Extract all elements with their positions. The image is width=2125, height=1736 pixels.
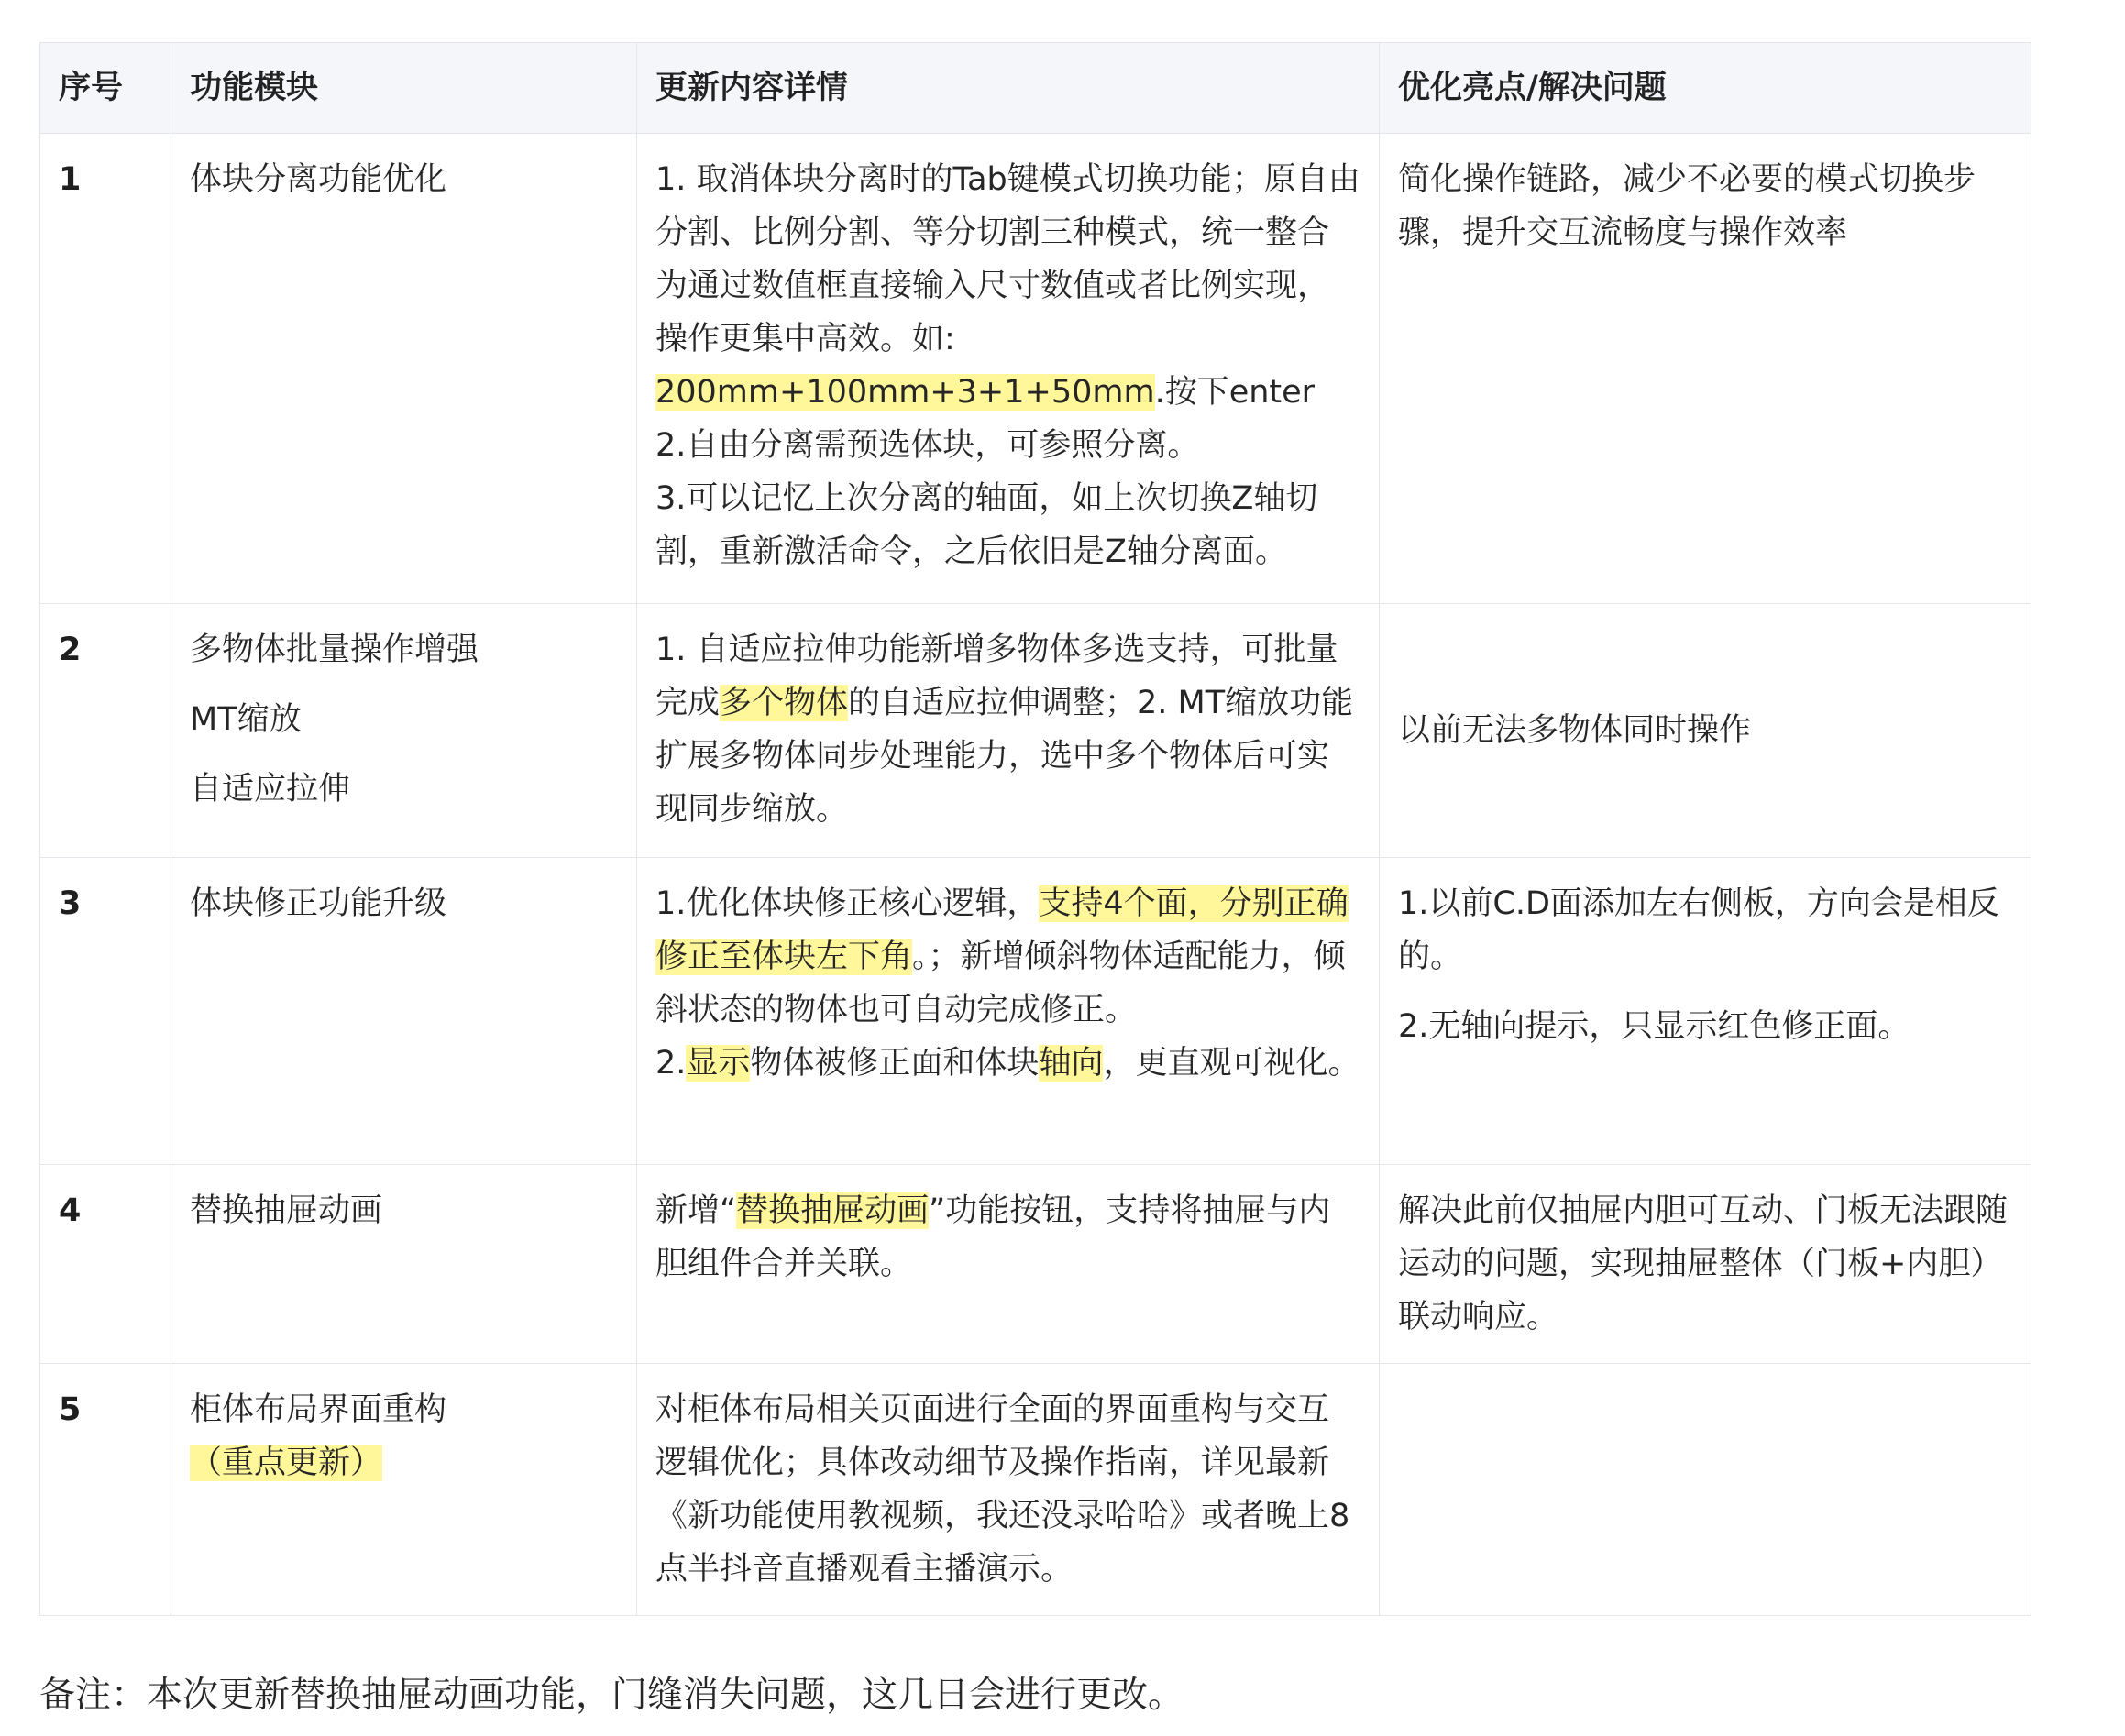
highlight-text: 以前无法多物体同时操作 [1398, 712, 1752, 749]
row-module [171, 134, 637, 604]
update-table [39, 42, 2031, 1616]
detail-text: 3.可以记忆上次分离的轴面，如上次切换Z轴切割，重新激活命令，之后依旧是Z轴分离面。 [655, 480, 1318, 570]
table-row [40, 134, 2031, 604]
table-row [40, 1165, 2031, 1364]
header-detail: 更新内容详情 [637, 43, 1380, 134]
header-highlight: 优化亮点/解决问题 [1380, 43, 2031, 134]
detail-text: 新增“ [655, 1192, 737, 1229]
row-index: 5 [40, 1364, 171, 1616]
detail-text: 1. 取消体块分离时的Tab键模式切换功能；原自由分割、比例分割、等分切割三种模式，统一整合为通过数值框直接输入尺寸数值或者比例实现，操作更集中高效。如: [655, 161, 1360, 357]
highlighted-text: 多个物体 [720, 685, 849, 721]
row-module [171, 604, 637, 858]
detail-text: 1.优化体块修正核心逻辑， [655, 885, 1040, 922]
table-header-row [40, 43, 2031, 134]
row-module [171, 1165, 637, 1364]
row-highlight [1380, 858, 2031, 1165]
table-row [40, 1364, 2031, 1616]
row-module [171, 858, 637, 1165]
highlighted-text: 支持4个面，分别正确修正至体块左下角 [655, 885, 1349, 975]
highlighted-text: 替换抽屉动画 [736, 1192, 930, 1229]
detail-text: 的自适应拉伸调整；2. MT缩放功能扩展多物体同步处理能力，选中多个物体后可实现同步缩放。 [655, 685, 1354, 828]
row-detail [637, 1364, 1380, 1616]
update-table-container [39, 42, 2031, 1616]
priority-badge: （重点更新） [190, 1445, 383, 1481]
module-label: 多物体批量操作增强 [190, 632, 479, 668]
row-detail [637, 858, 1380, 1165]
row-index: 3 [40, 858, 171, 1165]
row-highlight [1380, 1364, 2031, 1616]
row-index: 1 [40, 134, 171, 604]
detail-text: 对柜体布局相关页面进行全面的界面重构与交互逻辑优化；具体改动细节及操作指南，详见最新《新功能使用教视频，我还没录哈哈》或者晚上8点半抖音直播观看主播演示。 [655, 1391, 1350, 1588]
detail-text: 。；新增倾斜物体适配能力，倾斜状态的物体也可自动完成修正。 [655, 939, 1346, 1028]
row-index: 4 [40, 1165, 171, 1364]
highlighted-text: 200mm+100mm+3+1+50mm [655, 374, 1155, 411]
table-row [40, 858, 2031, 1165]
detail-text: 物体被修正面和体块 [750, 1045, 1040, 1082]
header-index: 序号 [40, 43, 171, 134]
row-detail [637, 134, 1380, 604]
row-detail [637, 1165, 1380, 1364]
table-row [40, 604, 2031, 858]
highlight-text: 简化操作链路，减少不必要的模式切换步骤，提升交互流畅度与操作效率 [1398, 161, 1976, 251]
row-highlight [1380, 1165, 2031, 1364]
detail-text: ，更直观可视化。 [1103, 1045, 1360, 1082]
module-label: 替换抽屉动画 [190, 1192, 383, 1229]
row-detail [637, 604, 1380, 858]
module-label: 柜体布局界面重构 [190, 1391, 447, 1428]
module-label: MT缩放 [190, 701, 302, 738]
highlight-text: 1.以前C.D面添加左右侧板，方向会是相反的。 [1398, 885, 1999, 975]
detail-text: 2.自由分离需预选体块，可参照分离。 [655, 427, 1200, 464]
row-module [171, 1364, 637, 1616]
row-index: 2 [40, 604, 171, 858]
row-highlight [1380, 604, 2031, 858]
row-highlight [1380, 134, 2031, 604]
highlight-text: 解决此前仅抽屉内胆可互动、门板无法跟随运动的问题，实现抽屉整体（门板+内胆）联动响应。 [1398, 1192, 2009, 1335]
module-label: 体块修正功能升级 [190, 885, 447, 922]
detail-text: .按下enter [1154, 374, 1316, 411]
highlighted-text: 显示 [686, 1045, 751, 1082]
detail-text: 1. 自适应拉伸功能新增多物体多选支持，可批量完成 [655, 632, 1338, 721]
module-label: 体块分离功能优化 [190, 161, 447, 198]
detail-text: ”功能按钮，支持将抽屉与内胆组件合并关联。 [655, 1192, 1331, 1282]
highlight-text: 2.无轴向提示，只显示红色修正面。 [1398, 1008, 1910, 1045]
highlighted-text: 轴向 [1039, 1045, 1104, 1082]
header-module: 功能模块 [171, 43, 637, 134]
detail-text: 2. [655, 1045, 687, 1082]
module-label: 自适应拉伸 [190, 771, 351, 808]
footer-note: 备注：本次更新替换抽屉动画功能，门缝消失问题，这几日会进行更改。 [39, 1675, 1184, 1716]
